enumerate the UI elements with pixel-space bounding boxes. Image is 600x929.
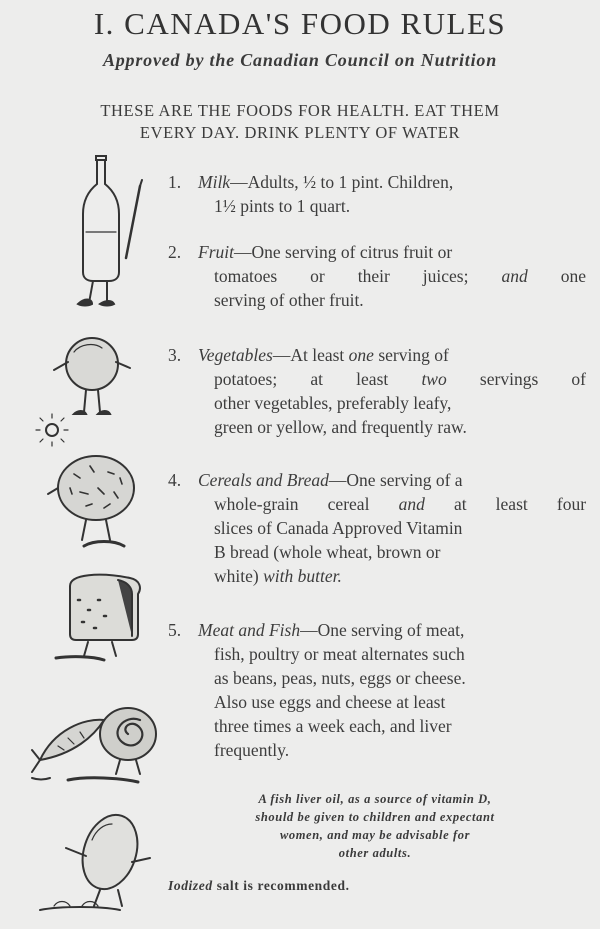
rule-text: as beans, peas, nuts, eggs or cheese. <box>214 668 466 688</box>
rule-cereals <box>168 468 586 588</box>
page-title: I. CANADA'S FOOD RULES <box>93 6 507 41</box>
rule-fruit <box>168 240 586 312</box>
rule-text: one <box>560 266 587 286</box>
rule-text: —One serving of meat, <box>300 620 465 640</box>
rule-text: tomatoes or their juices; <box>214 266 469 286</box>
rule-number: 2. <box>168 242 182 262</box>
note-line: women, and may be advisable for <box>279 828 471 842</box>
rule-text: green or yellow, and frequently raw. <box>214 417 467 437</box>
rule-text: other vegetables, preferably leafy, <box>214 393 452 413</box>
rule-emphasis: one <box>348 345 374 365</box>
rule-name: Fruit <box>198 242 234 262</box>
rule-text: B bread (whole wheat, brown or <box>214 542 441 562</box>
rule-name: Vegetables <box>198 345 273 365</box>
rule-text: slices of Canada Approved Vitamin <box>214 518 463 538</box>
rule-emphasis: and <box>501 266 528 286</box>
rule-text: fish, poultry or meat alternates such <box>214 644 465 664</box>
rule-text: —One serving of citrus fruit or <box>233 242 453 262</box>
iodized-salt-note <box>168 878 350 894</box>
milk-bottle-icon <box>66 150 156 320</box>
rule-text: serving of <box>378 345 449 365</box>
rule-name: Meat and Fish <box>198 620 301 640</box>
instruction-text <box>20 100 580 144</box>
rule-text: —One serving of a <box>328 470 463 490</box>
rule-emphasis: and <box>398 494 425 514</box>
instruction-line-1: THESE ARE THE FOODS FOR HEALTH. EAT THEM <box>100 101 500 120</box>
rule-text: 1½ pints to 1 quart. <box>214 196 351 216</box>
rule-number: 3. <box>168 345 182 365</box>
rule-text: potatoes; at least <box>214 369 389 389</box>
fish-oil-capsule-icon <box>30 806 160 921</box>
rule-text: white) <box>214 566 259 586</box>
rule-emphasis: two <box>421 369 447 389</box>
rule-meat-fish <box>168 618 586 762</box>
rule-emphasis: with butter. <box>263 566 342 586</box>
rule-text: three times a week each, and liver <box>214 716 452 736</box>
rule-number: 1. <box>168 172 182 192</box>
fish-and-meat-icon <box>28 700 168 795</box>
rule-number: 4. <box>168 470 182 490</box>
rule-text: serving of other fruit. <box>214 290 364 310</box>
bread-loaf-icon <box>48 566 158 676</box>
note-line: A fish liver oil, as a source of vitamin D, <box>258 792 492 806</box>
rule-text: at least four <box>453 494 587 514</box>
note-line: should be given to children and expectant <box>255 810 495 824</box>
rule-text: —Adults, ½ to 1 pint. Children, <box>230 172 454 192</box>
rule-milk <box>168 170 586 218</box>
rule-text: whole-grain cereal <box>214 494 370 514</box>
cereal-character-icon <box>40 448 150 558</box>
orange-character-icon <box>34 322 144 452</box>
salt-text: salt is recommended. <box>216 878 350 893</box>
rule-name: Cereals and Bread <box>198 470 329 490</box>
page-subtitle: Approved by the Canadian Council on Nutrition <box>102 50 498 70</box>
rule-text: frequently. <box>214 740 290 760</box>
rule-name: Milk <box>198 172 231 192</box>
note-line: other adults. <box>338 846 412 860</box>
rule-vegetables <box>168 343 586 439</box>
salt-word: Iodized <box>168 878 213 893</box>
rule-number: 5. <box>168 620 182 640</box>
rule-text: —At least <box>272 345 345 365</box>
rule-text: servings of <box>479 369 587 389</box>
fish-liver-oil-note <box>160 790 590 862</box>
rule-text: Also use eggs and cheese at least <box>214 692 446 712</box>
instruction-line-2: EVERY DAY. DRINK PLENTY OF WATER <box>139 123 461 142</box>
